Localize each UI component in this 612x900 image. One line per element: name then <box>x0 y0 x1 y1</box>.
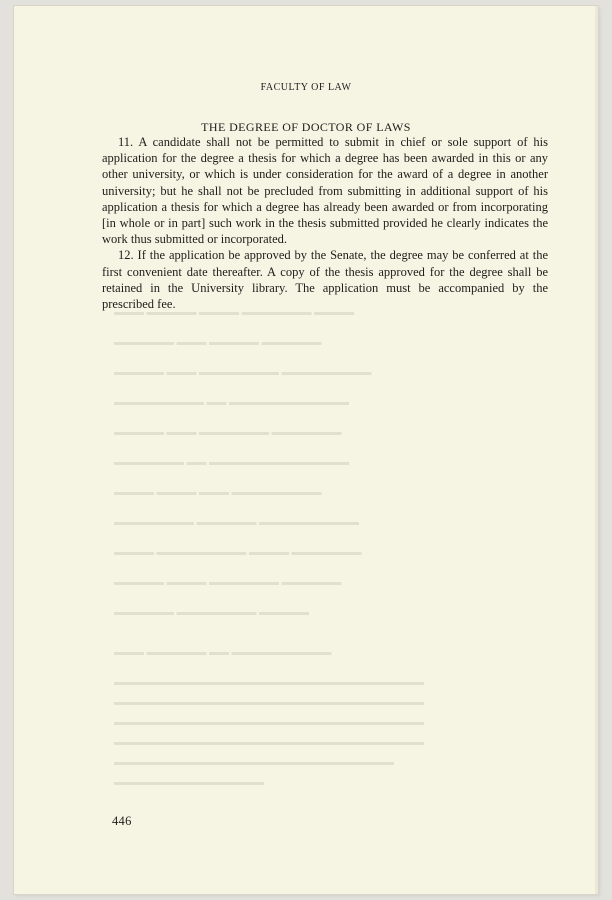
show-through-line: ▬▬▬▬▬▬▬▬▬▬▬▬▬▬▬▬▬▬▬▬▬▬▬▬▬▬▬▬▬▬▬ <box>114 717 424 728</box>
paragraph-11: 11. A candidate shall not be permitted to submit in chief or sole support of his application for the degree a thesis for which a degree has been awarded in this or any other university, or which is under consideration for the award of a degree in another university; but he shall not be precluded from submitting in additional support of his application a thesis for which a degree has already been awarded or from incorporating [in whole or in part] such work in the thesis submitted provided he clearly indicates the work thus submitted or incorporated. <box>102 135 548 247</box>
section-title: THE DEGREE OF DOCTOR OF LAWS <box>201 120 411 134</box>
show-through-line: ▬▬▬▬▬▬▬▬ ▬▬▬▬▬▬ ▬▬▬▬▬▬▬▬▬▬ <box>114 517 359 528</box>
show-through-line: ▬▬▬ ▬▬▬▬▬ ▬▬▬▬ ▬▬▬▬▬▬▬ ▬▬▬▬ <box>114 307 354 318</box>
show-through-line: ▬▬▬▬▬▬▬▬▬▬▬▬▬▬▬▬▬▬▬▬▬▬▬▬▬▬▬▬▬▬▬ <box>114 737 424 748</box>
show-through-line: ▬▬▬ ▬▬▬▬▬▬ ▬▬ ▬▬▬▬▬▬▬▬▬▬ <box>114 647 332 658</box>
show-through-line: ▬▬▬▬▬ ▬▬▬ ▬▬▬▬▬▬▬ ▬▬▬▬▬▬▬ <box>114 427 342 438</box>
running-head: FACULTY OF LAW <box>260 82 352 93</box>
show-through-line: ▬▬▬▬▬ ▬▬▬▬ ▬▬▬▬▬▬▬ ▬▬▬▬▬▬ <box>114 577 342 588</box>
show-through-line: ▬▬▬▬▬▬▬▬▬▬▬▬▬▬▬▬▬▬▬▬▬▬▬▬▬▬▬▬ <box>114 757 394 768</box>
show-through-line: ▬▬▬▬▬▬▬▬▬▬▬▬▬▬▬▬▬▬▬▬▬▬▬▬▬▬▬▬▬▬▬ <box>114 677 424 688</box>
show-through-line: ▬▬▬▬ ▬▬▬▬ ▬▬▬ ▬▬▬▬▬▬▬▬▬ <box>114 487 322 498</box>
show-through-line: ▬▬▬▬▬▬▬▬▬▬▬▬▬▬▬ <box>114 777 264 788</box>
show-through-line: ▬▬▬▬▬▬▬▬▬▬▬▬▬▬▬▬▬▬▬▬▬▬▬▬▬▬▬▬▬▬▬ <box>114 697 424 708</box>
body-text <box>102 134 548 312</box>
show-through-line: ▬▬▬▬ ▬▬▬▬▬▬▬▬▬ ▬▬▬▬ ▬▬▬▬▬▬▬ <box>114 547 362 558</box>
paragraph-12: 12. If the application be approved by the Senate, the degree may be conferred at the first convenient date thereafter. A copy of the thesis approved for the degree shall be retained in the University library. The application must be accompanied by the prescribed fee. <box>102 248 548 312</box>
show-through-line: ▬▬▬▬▬▬ ▬▬▬▬▬▬▬▬ ▬▬▬▬▬ <box>114 607 309 618</box>
document-page <box>14 6 598 894</box>
page-number: 446 <box>112 814 132 828</box>
show-through-line: ▬▬▬▬▬ ▬▬▬ ▬▬▬▬▬▬▬▬ ▬▬▬▬▬▬▬▬▬ <box>114 367 372 378</box>
show-through-line: ▬▬▬▬▬▬▬ ▬▬ ▬▬▬▬▬▬▬▬▬▬▬▬▬▬ <box>114 457 349 468</box>
show-through-line: ▬▬▬▬▬▬ ▬▬▬ ▬▬▬▬▬ ▬▬▬▬▬▬ <box>114 337 322 348</box>
page-edge <box>595 6 598 894</box>
show-through-line: ▬▬▬▬▬▬▬▬▬ ▬▬ ▬▬▬▬▬▬▬▬▬▬▬▬ <box>114 397 349 408</box>
